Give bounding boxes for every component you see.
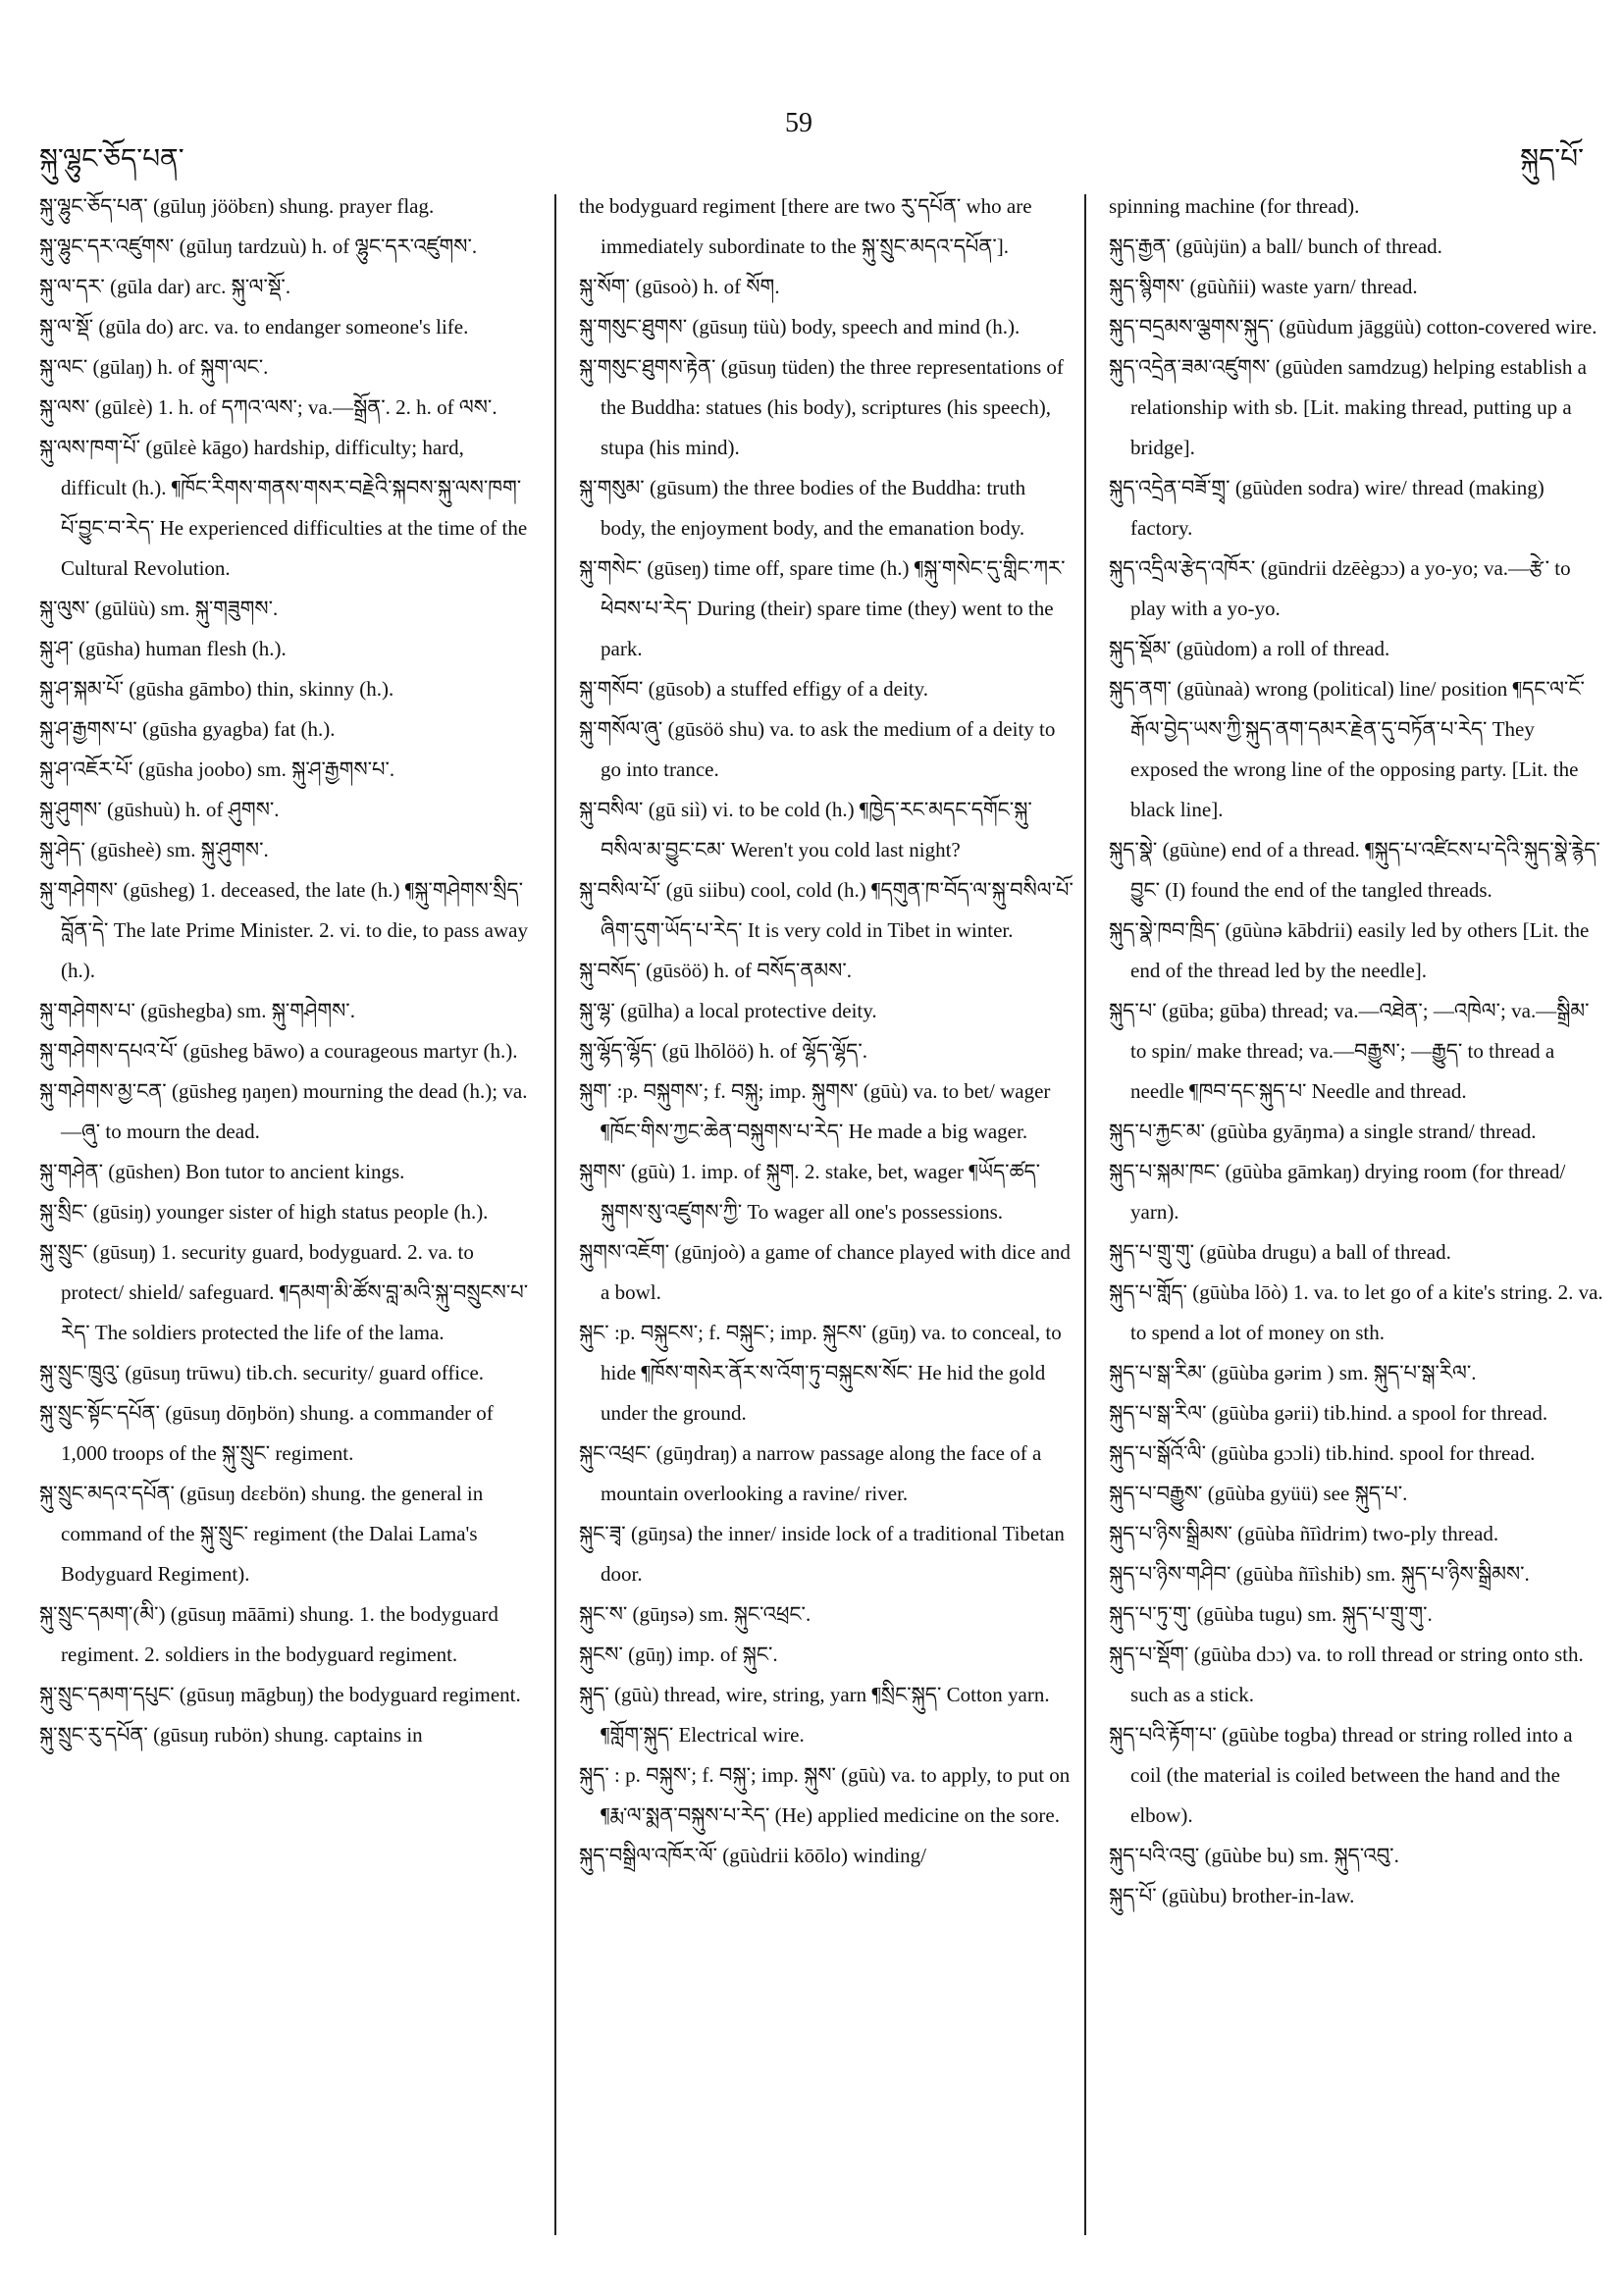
- dictionary-entry: སྐུ་གསེང་ (gūseŋ) time off, spare time (h.) ¶སྐུ་གསེང་དུ་གླིང་ཀར་ཕེབས་པ་རེད་ During (their) spare time (they) went to the park.: [579, 556, 1066, 660]
- dictionary-entry: སྐུ་སྲུང་དམག་(མི་) (gūsuŋ māāmi) shung. 1. the bodyguard regiment. 2. soldiers in the bodyguard regiment.: [39, 1602, 498, 1666]
- dictionary-entry: སྐུ་གསུང་ཐུགས་རྟེན་ (gūsuŋ tüden) the three representations of the Buddha: statues (his body), scriptures (his speech), stupa (his mind).: [579, 355, 1064, 459]
- dictionary-entry: སྐུད་པ་སྡོག་ (gūùba dɔɔ) va. to roll thread or string onto sth. such as a stick.: [1109, 1643, 1584, 1706]
- dictionary-entry: སྐུད་པ་སྒ་རིམ་ (gūùba gərim ) sm. སྐུད་པ་སྒ་རིལ་.: [1109, 1361, 1477, 1384]
- dictionary-entry: སྐུ་སྲུང་དམག་དཔུང་ (gūsuŋ māgbuŋ) the bodyguard regiment.: [39, 1683, 521, 1706]
- dictionary-entry: སྐུགས་འཇོག་ (gūnjoò) a game of chance played with dice and a bowl.: [579, 1240, 1071, 1304]
- dictionary-entry: སྐུ་གསུང་ཐུགས་ (gūsuŋ tüù) body, speech and mind (h.).: [579, 315, 1021, 339]
- dictionary-entry: སྐུད་པ་གློད་ (gūùba lōò) 1. va. to let go of a kite's string. 2. va. to spend a lot of money on sth.: [1109, 1280, 1603, 1344]
- dictionary-entry: སྐུད་པ་ཉིས་གཤིབ་ (gūùba ñīìshib) sm. སྐུད་པ་ཉིས་སྒྲིམས་.: [1109, 1562, 1530, 1586]
- dictionary-entry: སྐུད་པ་ཉིས་སྒྲིམས་ (gūùba ñīìdrim) two-ply thread.: [1109, 1522, 1499, 1545]
- dictionary-entry: སྐུང་ས་ (gūŋsə) sm. སྐུང་འཕྲང་.: [579, 1602, 812, 1626]
- dictionary-entry: སྐུ་སྲུང་ཁྲུའུ་ (gūsuŋ trūwu) tib.ch. security/ guard office.: [39, 1361, 485, 1384]
- dictionary-entry: སྐུད་པ་རྐྱང་མ་ (gūùba gyāŋma) a single strand/ thread.: [1109, 1120, 1537, 1143]
- dictionary-columns: [39, 186, 1603, 2257]
- dictionary-entry: སྐུ་གཤེགས་མྱ་ངན་ (gūsheg ŋaŋen) mourning the dead (h.); va.—ཞུ་ to mourn the dead.: [39, 1079, 528, 1143]
- dictionary-entry: སྐུང་ཟྭ་ (gūŋsa) the inner/ inside lock of a traditional Tibetan door.: [579, 1522, 1065, 1586]
- column-divider: [1084, 194, 1086, 2235]
- dictionary-entry: སྐུ་ལས་ (gūlɛè) 1. h. of དཀའ་ལས་; va.—སྒྲོན་. 2. h. of ལས་.: [39, 395, 497, 419]
- dictionary-entry: སྐུད་སྣེ་ཁབ་ཁྲིད་ (gūùnə kābdrii) easily led by others [Lit. the end of the thread led by the needle].: [1109, 918, 1590, 982]
- dictionary-entry: སྐུ་སྲིང་ (gūsiŋ) younger sister of high status people (h.).: [39, 1200, 489, 1224]
- dictionary-entry: སྐུད་འདྲིལ་རྩེད་འཁོར་ (gūndrii dzēègɔɔ) a yo-yo; va.—རྩེ་ to play with a yo-yo.: [1109, 556, 1571, 620]
- dictionary-entry: སྐུ་ལ་དར་ (gūla dar) arc. སྐུ་ལ་སྡོ་.: [39, 275, 291, 298]
- dictionary-entry: སྐུ་གཤེགས་པ་ (gūshegba) sm. སྐུ་གཤེགས་.: [39, 999, 355, 1022]
- dictionary-entry: སྐུང་འཕྲང་ (gūŋdraŋ) a narrow passage along the face of a mountain overlooking a ravine/ river.: [579, 1441, 1042, 1505]
- dictionary-entry: སྐུད་པའི་རྟོག་པ་ (gūùbe togba) thread or string rolled into a coil (the material is coiled between the hand and the elbow).: [1109, 1723, 1573, 1827]
- dictionary-entry: སྐུ་ཤ་ (gūsha) human flesh (h.).: [39, 637, 287, 660]
- dictionary-entry: སྐུད་སྙིགས་ (gūùñii) waste yarn/ thread.: [1109, 275, 1418, 298]
- column-middle: [579, 186, 1074, 2257]
- dictionary-entry: སྐུ་ཤུགས་ (gūshuù) h. of ཤུགས་.: [39, 798, 280, 821]
- dictionary-entry: སྐུད་ (gūù) thread, wire, string, yarn ¶སྲིང་སྐུད་ Cotton yarn. ¶གློག་སྐུད་ Electrical wire.: [579, 1683, 1050, 1747]
- dictionary-entry: སྐུ་ལྷོད་ལྷོད་ (gū lhōlöö) h. of ལྷོད་ལྷོད་.: [579, 1039, 867, 1063]
- dictionary-entry: སྐུ་ཤ་འཇོར་པོ་ (gūsha joobo) sm. སྐུ་ཤ་རྒྱགས་པ་.: [39, 757, 395, 781]
- dictionary-entry: སྐུད་ནག་ (gūùnaà) wrong (political) line/ position ¶དང་ལ་ངོ་རྒོལ་བྱེད་ཡས་ཀྱི་སྐུད་ནག་དམར་རྗེན་དུ་བཏོན་པ་རེད་ They exposed the wrong line of the opposing party. [Lit. the black line].: [1109, 677, 1585, 821]
- dictionary-entry: སྐུད་པ་སྐམ་ཁང་ (gūùba gāmkaŋ) drying room (for thread/ yarn).: [1109, 1160, 1566, 1224]
- dictionary-entry: སྐུད་འདྲེན་བཟོ་གྲྭ་ (gūùden sodra) wire/ thread (making) factory.: [1109, 476, 1544, 540]
- dictionary-entry: སྐུད་པ་སྒ་རིལ་ (gūùba gərii) tib.hind. a spool for thread.: [1109, 1401, 1548, 1425]
- dictionary-entry: སྐུ་ལྷ་ (gūlha) a local protective deity.: [579, 999, 877, 1022]
- dictionary-entry: སྐུ་ལུས་ (gūlüù) sm. སྐུ་གཟུགས་.: [39, 597, 279, 620]
- dictionary-entry: སྐུ་གཤེན་ (gūshen) Bon tutor to ancient kings.: [39, 1160, 405, 1183]
- dictionary-entry: སྐུ་ཤེད་ (gūsheè) sm. སྐུ་ཤུགས་.: [39, 838, 269, 861]
- dictionary-entry: སྐུ་ལང་ (gūlaŋ) h. of སྐུག་ལང་.: [39, 355, 269, 379]
- dictionary-entry: སྐུད་པའི་འབུ་ (gūùbe bu) sm. སྐུད་འབུ་.: [1109, 1844, 1399, 1867]
- dictionary-entry: སྐུད་བསྒྲིལ་འཁོར་ལོ་ (gūùdrii kōōlo) winding/: [579, 1844, 926, 1867]
- page-header: [39, 108, 1584, 175]
- dictionary-entry: སྐུགས་ (gūù) 1. imp. of སྐུག. 2. stake, bet, wager ¶ཡོད་ཚད་སྐུགས་སུ་འཛུགས་ཀྱི་ To wager all one's possessions.: [579, 1160, 1041, 1224]
- dictionary-entry: སྐུད་ : p. བསྐུས་; f. བསྐུ་; imp. སྐུས་ (gūù) va. to apply, to put on ¶རྨ་ལ་སྨན་བསྐུས་པ་རེད་ (He) applied medicine on the sore.: [579, 1763, 1071, 1827]
- dictionary-entry: སྐུ་ཤ་རྒྱགས་པ་ (gūsha gyagba) fat (h.).: [39, 717, 336, 741]
- dictionary-entry: སྐུད་འདྲེན་ཟམ་འཛུགས་ (gūùden samdzug) helping establish a relationship with sb. [Lit. making thread, putting up a bridge].: [1109, 355, 1587, 459]
- dictionary-entry: སྐུད་བདྲམས་ལྕགས་སྐུད་ (gūùdum jāggüù) cotton-covered wire.: [1109, 315, 1597, 339]
- dictionary-entry: སྐུང་ :p. བསྐུངས་; f. བསྐུང་; imp. སྐུངས་ (gūŋ) va. to conceal, to hide ¶ཁོས་གསེར་ནོར་ས་འོག་ཏུ་བསྐུངས་སོང་ He hid the gold under the ground.: [579, 1321, 1062, 1425]
- dictionary-entry: སྐུད་རྒྱན་ (gūùjün) a ball/ bunch of thread.: [1109, 235, 1442, 258]
- dictionary-entry: སྐུངས་ (gūŋ) imp. of སྐུང་.: [579, 1643, 778, 1666]
- dictionary-entry: སྐུ་བསིལ་ (gū siì) vi. to be cold (h.) ¶ཁྱེད་རང་མདང་དགོང་སྐུ་བསིལ་མ་བྱུང་ངམ་ Weren't you cold last night?: [579, 798, 1032, 861]
- dictionary-entry: སྐུ་སྲུང་སྟོང་དཔོན་ (gūsuŋ dōŋbön) shung. a commander of 1,000 troops of the སྐུ་སྲུང་ regiment.: [39, 1401, 494, 1465]
- dictionary-entry: སྐུད་པ་བརྒྱུས་ (gūùba gyüü) see སྐུད་པ་.: [1109, 1482, 1408, 1505]
- dictionary-entry: the bodyguard regiment [there are two རུ་དཔོན་ who are immediately subordinate to the སྐུ་སྲུང་མདའ་དཔོན་].: [579, 194, 1032, 258]
- column-left: [39, 186, 535, 2257]
- dictionary-entry: སྐུ་ཤ་སྐམ་པོ་ (gūsha gāmbo) thin, skinny (h.).: [39, 677, 394, 701]
- dictionary-entry: སྐུད་པ་ཏུ་གུ་ (gūùba tugu) sm. སྐུད་པ་གྲུ་གུ་.: [1109, 1602, 1433, 1626]
- dictionary-entry: སྐུ་གསུམ་ (gūsum) the three bodies of the Buddha: truth body, the enjoyment body, and the emanation body.: [579, 476, 1026, 540]
- dictionary-entry: སྐུ་ལྷུང་དར་འཛུགས་ (gūluŋ tardzuù) h. of ལྷུང་དར་འཛུགས་.: [39, 235, 478, 258]
- dictionary-entry: སྐུ་སྲུང་མདའ་དཔོན་ (gūsuŋ dɛɛbön) shung. the general in command of the སྐུ་སྲུང་ regiment (the Dalai Lama's Bodyguard Regiment).: [39, 1482, 484, 1586]
- dictionary-entry: spinning machine (for thread).: [1109, 194, 1360, 218]
- dictionary-entry: སྐུ་བསོད་ (gūsöö) h. of བསོད་ནམས་.: [579, 959, 852, 982]
- dictionary-entry: སྐུ་གསོལ་ཞུ་ (gūsöö shu) va. to ask the medium of a deity to go into trance.: [579, 717, 1056, 781]
- column-right: [1109, 186, 1604, 2257]
- dictionary-entry: སྐུ་གཤེགས་དཔའ་པོ་ (gūsheg bāwo) a courageous martyr (h.).: [39, 1039, 518, 1063]
- dictionary-entry: སྐུ་གཤེགས་ (gūsheg) 1. deceased, the late (h.) ¶སྐུ་གཤེགས་སྲིད་བློན་དེ་ The late Prime Minister. 2. vi. to die, to pass away (h.).: [39, 878, 528, 982]
- dictionary-entry: སྐུ་ལྷུང་ཅོད་པན་ (gūluŋ jööbɛn) shung. prayer flag.: [39, 194, 435, 218]
- dictionary-entry: སྐུ་སྲུང་རུ་དཔོན་ (gūsuŋ rubön) shung. captains in: [39, 1723, 423, 1747]
- right-running-headword: སྐུད་པོ་: [1520, 144, 1584, 175]
- dictionary-entry: སྐུད་སྣེ་ (gūùne) end of a thread. ¶སྐུད་པ་འཛིངས་པ་དེའི་སྐུད་སྣེ་རྙེད་བྱུང་ (I) found the end of the tangled threads.: [1109, 838, 1600, 902]
- dictionary-entry: སྐུ་སྲུང་ (gūsuŋ) 1. security guard, bodyguard. 2. va. to protect/ shield/ safeguard. ¶དམག་མི་ཚོས་བླ་མའི་སྐུ་བསྲུངས་པ་རེད་ The soldiers protected the life of the lama.: [39, 1240, 529, 1344]
- dictionary-entry: སྐུད་པ་ (gūba; gūba) thread; va.—འཐེན་; —འཁེལ་; va.—སྒྲིམ་ to spin/ make thread; va.—བརྒྱུས་; —རྒྱུད་ to thread a needle ¶ཁབ་དང་སྐུད་པ་ Needle and thread.: [1109, 999, 1590, 1103]
- page-number: 59: [785, 108, 812, 138]
- column-divider: [554, 194, 556, 2235]
- left-running-headword: སྐུ་ལྷུང་ཅོད་པན་: [39, 144, 184, 175]
- dictionary-entry: སྐུད་པོ་ (gūùbu) brother-in-law.: [1109, 1884, 1355, 1907]
- dictionary-entry: སྐུ་ལས་ཁག་པོ་ (gūlɛè kāgo) hardship, difficulty; hard, difficult (h.). ¶ཁོང་རིགས་གནས་གསར་བརྗེའི་སྐབས་སྐུ་ལས་ཁག་པོ་བྱུང་བ་རེད་ He experienced difficulties at the time of the Cultural Revolution.: [39, 436, 528, 580]
- dictionary-entry: སྐུ་གསོབ་ (gūsob) a stuffed effigy of a deity.: [579, 677, 929, 701]
- dictionary-entry: སྐུ་སོག་ (gūsoò) h. of སོག.: [579, 275, 780, 298]
- dictionary-entry: སྐུད་པ་སྒོའོ་ལི་ (gūùba gɔɔli) tib.hind. spool for thread.: [1109, 1441, 1536, 1465]
- dictionary-entry: སྐུ་བསིལ་པོ་ (gū siibu) cool, cold (h.) ¶དགུན་ཁ་བོད་ལ་སྐུ་བསིལ་པོ་ཞིག་དུག་ཡོད་པ་རེད་ It is very cold in Tibet in winter.: [579, 878, 1073, 942]
- dictionary-entry: སྐུ་ལ་སྡོ་ (gūla do) arc. va. to endanger someone's life.: [39, 315, 469, 339]
- dictionary-entry: སྐུད་སྡོམ་ (gūùdom) a roll of thread.: [1109, 637, 1390, 660]
- dictionary-entry: སྐུད་པ་གྲུ་གུ་ (gūùba drugu) a ball of thread.: [1109, 1240, 1451, 1264]
- dictionary-entry: སྐུག་ :p. བསྐུགས་; f. བསྐུ; imp. སྐུགས་ (gūù) va. to bet/ wager ¶ཁོང་གིས་ཀྱང་ཆེན་བསྐུགས་པ་རེད་ He made a big wager.: [579, 1079, 1051, 1143]
